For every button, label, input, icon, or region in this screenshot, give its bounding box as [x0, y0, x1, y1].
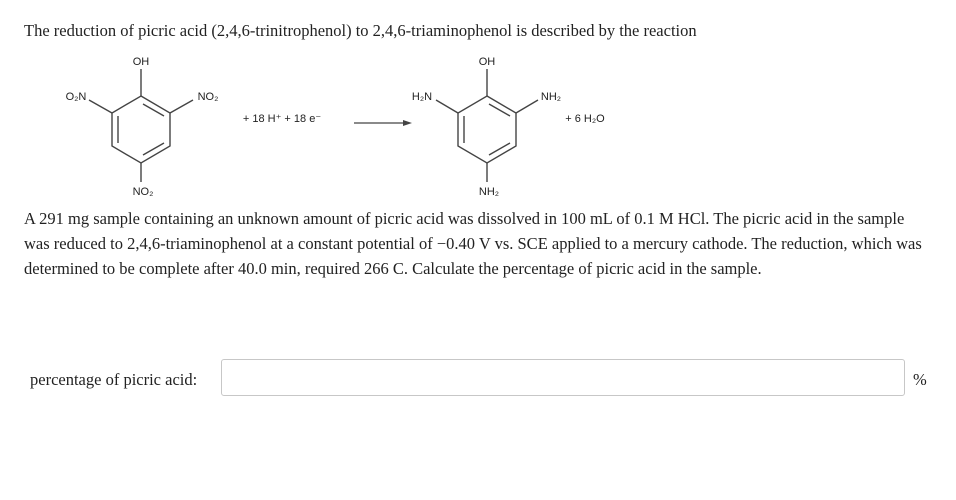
nh2-right-bond [516, 100, 538, 113]
intro-text: The reduction of picric acid (2,4,6-trinitrophenol) to 2,4,6-triaminophenol is described by the reaction [24, 21, 697, 40]
answer-label: percentage of picric acid: [30, 370, 198, 389]
product-nh2-right-label: NH₂ [540, 91, 562, 103]
double-bond-1 [143, 104, 164, 116]
double-bond-2 [143, 143, 164, 155]
problem-text: A 291 mg sample containing an unknown amount of picric acid was dissolved in 100 mL of 0.1 M HCl. The picric acid in the sample was reduced to 2,4,6-triaminophenol at a constant potential of −0.40 V vs. SCE applied to a mercury cathode. The reduction, which was determined to be complete after 40.0 min, required 266 C. Calculate the percentage of picric acid in the sample. [24, 209, 922, 278]
reactant-oh-label: OH [132, 56, 150, 68]
picric-acid-structure [89, 69, 193, 182]
product-benzene-ring [458, 96, 516, 163]
benzene-ring [112, 96, 170, 163]
reaction-arrow [354, 120, 412, 126]
reagents-label: + 18 H⁺ + 18 e⁻ [242, 113, 322, 125]
product-h2n-label: H₂N [411, 91, 433, 103]
h2n-bond [436, 100, 458, 113]
product-nh2-bottom-label: NH₂ [478, 186, 500, 198]
o2n-bond [89, 100, 112, 113]
answer-row [24, 359, 934, 400]
reactant-o2n-label: O₂N [65, 91, 87, 103]
reaction-scheme [0, 48, 956, 208]
byproduct-label: + 6 H₂O [565, 113, 605, 125]
product-oh-label: OH [478, 56, 496, 68]
reaction-diagram [0, 48, 956, 208]
no2-right-bond [170, 100, 193, 113]
reactant-no2-right-label: NO₂ [197, 91, 219, 103]
percent-unit: % [913, 370, 927, 389]
percentage-input[interactable] [221, 359, 905, 396]
product-double-bond-2 [489, 143, 510, 155]
triaminophenol-structure [436, 69, 538, 182]
reactant-no2-bottom-label: NO₂ [132, 186, 154, 198]
product-double-bond-1 [489, 104, 510, 116]
